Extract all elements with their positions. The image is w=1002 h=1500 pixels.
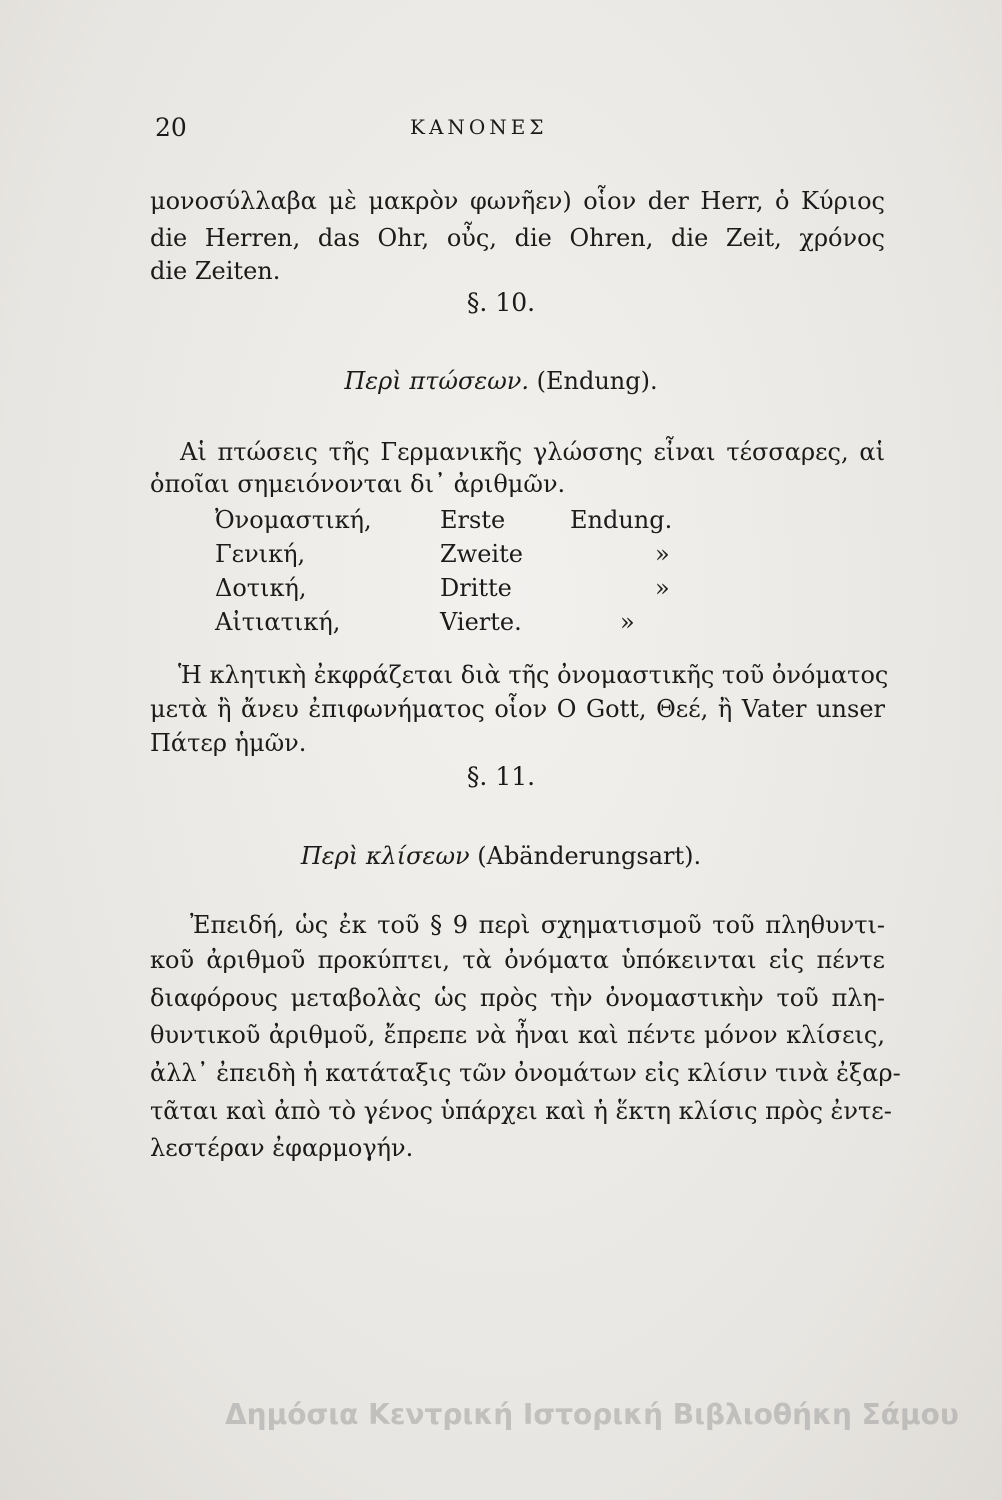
text-line: διαφόρους μεταβολὰς ὡς πρὸς τὴν ὀνομαστικὴν τοῦ πλη- [150,984,885,1012]
section-11-title [0,842,1002,870]
text-line: Ἐπειδή, ὡς ἐκ τοῦ § 9 περὶ σχηματισμοῦ τοῦ πληθυντι- [190,911,885,939]
section-11-number: §. 11. [466,762,536,791]
text-line: κοῦ ἀριθμοῦ προκύπτει, τὰ ὀνόματα ὑπόκεινται εἰς πέντε [150,946,885,974]
text-line: die Zeiten. [150,257,281,285]
case-german: Dritte [440,574,512,602]
case-row [215,540,715,574]
case-german: Vierte. [440,608,522,636]
text-line: μετὰ ἢ ἄνευ ἐπιφωνήματος οἷον O Gott, Θεέ, ἢ Vater unser [150,695,885,723]
section-10-number: §. 10. [466,288,536,317]
case-endung: » [655,540,670,568]
section-10-title-greek: Περὶ πτώσεων. [344,367,529,395]
case-greek: Γενική, [215,540,306,568]
text-line: θυντικοῦ ἀριθμοῦ, ἔπρεπε νὰ ἦναι καὶ πέντε μόνον κλίσεις, [150,1021,885,1049]
text-line: Αἱ πτώσεις τῆς Γερμανικῆς γλώσσης εἶναι τέσσαρες, αἱ [180,438,885,466]
case-row [215,506,715,540]
text-line: τᾶται καὶ ἀπὸ τὸ γένος ὑπάρχει καὶ ἡ ἕκτη κλίσις πρὸς ἐντε- [150,1097,892,1125]
case-endung: » [620,608,635,636]
case-table [215,506,715,642]
case-row [215,608,715,642]
running-head: ΚΑΝΟΝΕΣ [410,115,548,139]
case-greek: Ὀνομαστική, [215,506,372,534]
text-line: die Herren, das Ohr, οὖς, die Ohren, die Zeit, χρόνος [150,224,885,252]
case-german: Erste [440,506,506,534]
text-line: μονοσύλλαβα μὲ μακρὸν φωνῆεν) οἷον der Herr, ὁ Κύριος [150,187,885,215]
section-11-title-german: (Abänderungsart). [477,842,702,870]
case-row [215,574,715,608]
case-endung: Endung. [570,506,673,534]
case-endung: » [655,574,670,602]
text-line: ὁποῖαι σημειόνονται δι᾽ ἀριθμῶν. [150,470,566,498]
section-11-title-greek: Περὶ κλίσεων [300,842,470,870]
case-german: Zweite [440,540,523,568]
section-10-title-german: (Endung). [536,367,658,395]
case-greek: Δοτική, [215,574,307,602]
library-watermark: Δημόσια Κεντρική Ιστορική Βιβλιοθήκη Σάμου [225,1398,959,1431]
text-line: λεστέραν ἐφαρμογήν. [150,1134,414,1162]
page-number: 20 [155,113,187,142]
page-header [155,113,885,153]
text-line: Ἡ κλητικὴ ἐκφράζεται διὰ τῆς ὀνομαστικῆς τοῦ ὀνόματος [178,661,889,689]
section-10-title [0,367,1002,395]
text-line: ἀλλ᾽ ἐπειδὴ ἡ κατάταξις τῶν ὀνομάτων εἰς κλίσιν τινὰ ἐξαρ- [150,1059,901,1087]
case-greek: Αἰτιατική, [215,608,341,636]
text-line: Πάτερ ἡμῶν. [150,729,307,757]
